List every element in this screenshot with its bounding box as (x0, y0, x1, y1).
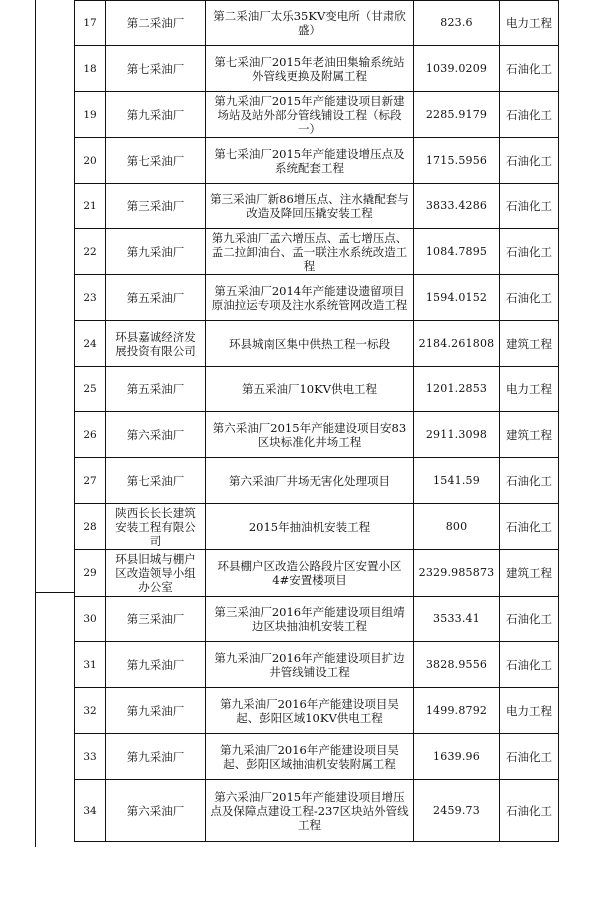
left-margin-rule-lower (35, 592, 36, 847)
row-number: 27 (75, 458, 106, 504)
category-cell: 石油化工 (500, 92, 559, 138)
row-number: 30 (75, 597, 106, 642)
company-cell: 第九采油厂 (106, 642, 206, 688)
project-cell: 第六采油厂2015年产能建设项目增压点及保障点建设工程-237区块站外管线工程 (206, 780, 414, 842)
project-cell: 第九采油厂2016年产能建设项目扩边井管线铺设工程 (206, 642, 414, 688)
project-table (74, 0, 559, 842)
row-number: 28 (75, 504, 106, 550)
project-cell: 环县城南区集中供热工程一标段 (206, 321, 414, 367)
amount-cell: 1541.59 (414, 458, 500, 504)
category-cell: 建筑工程 (500, 412, 559, 458)
row-number: 22 (75, 229, 106, 275)
category-cell: 石油化工 (500, 780, 559, 842)
category-cell: 建筑工程 (500, 550, 559, 597)
project-cell: 第九采油厂孟六增压点、孟七增压点、孟二拉卸油台、孟一联注水系统改造工程 (206, 229, 414, 275)
company-cell: 第七采油厂 (106, 46, 206, 92)
table-row (75, 504, 559, 550)
project-cell: 2015年抽油机安装工程 (206, 504, 414, 550)
row-number: 32 (75, 688, 106, 734)
row-number: 20 (75, 138, 106, 184)
project-cell: 第二采油厂太乐35KV变电所（甘肃欣盛） (206, 1, 414, 46)
table-row (75, 734, 559, 780)
project-cell: 第九采油厂2016年产能建设项目吴起、彭阳区域10KV供电工程 (206, 688, 414, 734)
category-cell: 石油化工 (500, 458, 559, 504)
project-cell: 第五采油厂10KV供电工程 (206, 367, 414, 412)
category-cell: 石油化工 (500, 597, 559, 642)
table-row (75, 138, 559, 184)
company-cell: 陕西长长长建筑安装工程有限公司 (106, 504, 206, 550)
table-row (75, 1, 559, 46)
category-cell: 石油化工 (500, 229, 559, 275)
category-cell: 石油化工 (500, 734, 559, 780)
amount-cell: 2285.9179 (414, 92, 500, 138)
amount-cell: 1499.8792 (414, 688, 500, 734)
project-cell: 第三采油厂2016年产能建设项目组靖边区块抽油机安装工程 (206, 597, 414, 642)
project-cell: 第六采油厂2015年产能建设项目安83区块标准化井场工程 (206, 412, 414, 458)
project-cell: 环县棚户区改造公路段片区安置小区4#安置楼项目 (206, 550, 414, 597)
category-cell: 石油化工 (500, 504, 559, 550)
row-number: 31 (75, 642, 106, 688)
category-cell: 建筑工程 (500, 321, 559, 367)
amount-cell: 823.6 (414, 1, 500, 46)
row-number: 23 (75, 275, 106, 321)
project-cell: 第三采油厂新86增压点、注水撬配套与改造及降回压撬安装工程 (206, 184, 414, 229)
company-cell: 第五采油厂 (106, 275, 206, 321)
table-row (75, 46, 559, 92)
table-row (75, 597, 559, 642)
amount-cell: 2329.985873 (414, 550, 500, 597)
company-cell: 环县嘉诚经济发展投资有限公司 (106, 321, 206, 367)
table-row (75, 321, 559, 367)
amount-cell: 2911.3098 (414, 412, 500, 458)
company-cell: 第七采油厂 (106, 458, 206, 504)
project-cell: 第六采油厂井场无害化处理项目 (206, 458, 414, 504)
amount-cell: 1084.7895 (414, 229, 500, 275)
table-row (75, 184, 559, 229)
category-cell: 石油化工 (500, 642, 559, 688)
table-row (75, 780, 559, 842)
table-row (75, 275, 559, 321)
table-row (75, 688, 559, 734)
category-cell: 电力工程 (500, 688, 559, 734)
company-cell: 第九采油厂 (106, 92, 206, 138)
company-cell: 第六采油厂 (106, 412, 206, 458)
project-cell: 第七采油厂2015年老油田集输系统站外管线更换及附属工程 (206, 46, 414, 92)
table-row (75, 92, 559, 138)
amount-cell: 1201.2853 (414, 367, 500, 412)
amount-cell: 3828.9556 (414, 642, 500, 688)
amount-cell: 3533.41 (414, 597, 500, 642)
table-row (75, 458, 559, 504)
row-number: 21 (75, 184, 106, 229)
row-number: 33 (75, 734, 106, 780)
company-cell: 第九采油厂 (106, 734, 206, 780)
category-cell: 石油化工 (500, 275, 559, 321)
table-row (75, 367, 559, 412)
amount-cell: 2184.261808 (414, 321, 500, 367)
amount-cell: 2459.73 (414, 780, 500, 842)
amount-cell: 3833.4286 (414, 184, 500, 229)
table-row (75, 642, 559, 688)
row-number: 24 (75, 321, 106, 367)
project-cell: 第九采油厂2016年产能建设项目吴起、彭阳区域抽油机安装附属工程 (206, 734, 414, 780)
project-cell: 第九采油厂2015年产能建设项目新建场站及站外部分管线铺设工程（标段一） (206, 92, 414, 138)
category-cell: 电力工程 (500, 367, 559, 412)
amount-cell: 1715.5956 (414, 138, 500, 184)
amount-cell: 1039.0209 (414, 46, 500, 92)
amount-cell: 1594.0152 (414, 275, 500, 321)
company-cell: 第三采油厂 (106, 184, 206, 229)
row-number: 34 (75, 780, 106, 842)
row-number: 18 (75, 46, 106, 92)
company-cell: 第五采油厂 (106, 367, 206, 412)
project-cell: 第七采油厂2015年产能建设增压点及系统配套工程 (206, 138, 414, 184)
amount-cell: 800 (414, 504, 500, 550)
table-row (75, 229, 559, 275)
company-cell: 第三采油厂 (106, 597, 206, 642)
left-margin-rule (35, 0, 36, 592)
category-cell: 石油化工 (500, 46, 559, 92)
amount-cell: 1639.96 (414, 734, 500, 780)
company-cell: 第九采油厂 (106, 688, 206, 734)
company-cell: 第七采油厂 (106, 138, 206, 184)
company-cell: 第九采油厂 (106, 229, 206, 275)
company-cell: 第六采油厂 (106, 780, 206, 842)
table-row (75, 412, 559, 458)
company-cell: 第二采油厂 (106, 1, 206, 46)
category-cell: 电力工程 (500, 1, 559, 46)
category-cell: 石油化工 (500, 184, 559, 229)
category-cell: 石油化工 (500, 138, 559, 184)
row-number: 26 (75, 412, 106, 458)
company-cell: 环县旧城与棚户区改造领导小组办公室 (106, 550, 206, 597)
row-number: 25 (75, 367, 106, 412)
row-number: 17 (75, 1, 106, 46)
row-number: 19 (75, 92, 106, 138)
row-number: 29 (75, 550, 106, 597)
table-row (75, 550, 559, 597)
section-divider (35, 592, 75, 593)
project-cell: 第五采油厂2014年产能建设遗留项目原油拉运专项及注水系统管网改造工程 (206, 275, 414, 321)
